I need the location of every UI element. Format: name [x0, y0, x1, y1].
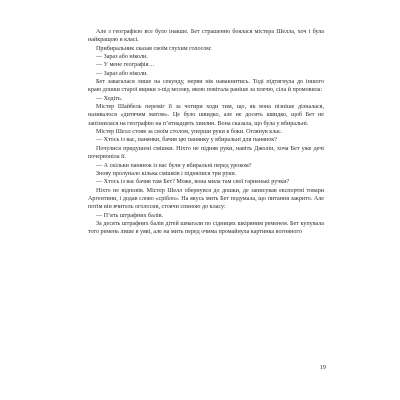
dialogue-line: — Зараз або ніколи.: [96, 70, 148, 77]
page-number: 19: [319, 364, 326, 371]
dialogue-line: — Зараз або ніколи.: [96, 54, 148, 61]
dialogue-line: — Ходіть.: [96, 95, 123, 102]
paragraph: Почулися придушені смішки. Ніхто не підняв руки, навіть Джолін, хоча Бет уже дечі почервоніла її.: [88, 145, 324, 161]
paragraph: Ніхто не відповів. Містер Шелл обернувся до дошки, де записував експортні товари Аргентини, і додав слово «срібло». На якусь мить Бет подумала, що питання закрито. Але потім він вчитель оголосив, стоячи спиною до класу:: [88, 187, 324, 211]
dialogue-line: — У мене географія…: [96, 62, 155, 69]
dialogue-line: — П’ять штрафних балів.: [96, 212, 164, 219]
paragraph: Знову пролунало кілька смішків і піднялися три руки.: [96, 170, 237, 177]
paragraph: Але з географією все було інакше. Бет страшенно боялася містера Шелла, хоч і була найкращою в класі.: [88, 29, 324, 44]
dialogue-line: — Хтось із вас бачив там Бет? Може, вона мила там свої гарненькі ручки?: [96, 179, 290, 186]
paragraph: Містер Шайбель переміг її за чотири ходи тим, що, як вона пізніше дізналася, називалося «дитячим матом». Це було швидко, але не досить швидко, щоб Бет не запізнилася на географію на п’ятнадцять хвилин. Вона сказала, що була у вбиральні.: [88, 104, 324, 127]
dialogue-line: — Хтось із вас, панянки, бачив цю панянку у вбиральні для панянок?: [96, 137, 277, 144]
body-text: [88, 28, 324, 237]
paragraph: Прибиральник сказав своїм глухим голосом:: [96, 45, 212, 52]
paragraph: Містер Шелл стояв за своїм столом, уперши руки в боки. Оглянув клас.: [96, 129, 283, 136]
paragraph: За десять штрафних балів дітей шмагали по сідницях шкіряним ременем. Бет купувала того ремень лише в уяві, але на мить перед очима промайнула картинка вогняного: [88, 220, 324, 236]
dialogue-line: — А скільки панянок із вас були у вбиральні перед уроком?: [96, 162, 252, 169]
paragraph: Бет завагалася лише на секунду, нерви нік навакнитись. Тоді підтягнула до іншого краю дошки старої ящики з-під мозоку, якою повітала раніше за плечю, сіла й промовила:: [88, 79, 324, 94]
